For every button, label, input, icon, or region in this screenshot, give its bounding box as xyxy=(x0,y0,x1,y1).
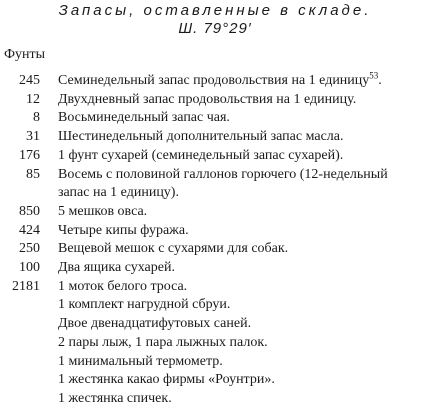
item-quantity: 424 xyxy=(19,222,40,238)
item-quantity: 2181 xyxy=(12,278,40,294)
list-item xyxy=(0,371,430,390)
item-description: Два ящика сухарей. xyxy=(58,260,175,276)
item-quantity: 245 xyxy=(19,73,40,88)
page-subtitle: Ш. 79°29′ xyxy=(178,20,252,37)
item-quantity: 250 xyxy=(19,241,40,257)
item-description: Двухдневный запас продовольствия на 1 единицу. xyxy=(58,91,357,107)
item-description: Четыре кипы фуража. xyxy=(58,222,189,238)
item-description: 5 мешков овса. xyxy=(58,203,148,219)
item-quantity xyxy=(0,371,40,390)
list-item xyxy=(0,259,430,278)
footnote-marker: 53 xyxy=(369,70,379,81)
item-quantity xyxy=(0,315,40,334)
item-quantity xyxy=(0,296,40,315)
item-quantity: 850 xyxy=(19,203,40,219)
list-item xyxy=(0,109,430,128)
item-quantity xyxy=(0,353,40,372)
item-description: 1 жестянка спичек. xyxy=(58,390,172,406)
item-quantity: 100 xyxy=(19,260,40,276)
item-description: 1 комплект нагрудной сбруи. xyxy=(58,297,231,313)
item-description: 1 моток белого троса. xyxy=(58,278,188,294)
list-item xyxy=(0,203,430,222)
list-item xyxy=(0,278,430,297)
unit-label: Фунты xyxy=(4,47,46,62)
list-item xyxy=(0,315,430,334)
item-quantity xyxy=(0,390,40,409)
list-item xyxy=(0,353,430,372)
item-quantity: 8 xyxy=(33,110,40,126)
item-text-tail: . xyxy=(378,73,382,88)
item-description xyxy=(58,72,420,91)
item-description: Двое двенадцатифутовых саней. xyxy=(58,316,252,332)
item-quantity: 31 xyxy=(26,129,40,145)
page-title: Запасы, оставленные в складе. xyxy=(58,2,372,19)
item-description: 1 жестянка какао фирмы «Роунтри». xyxy=(58,372,275,388)
list-item xyxy=(0,240,430,259)
list-item xyxy=(0,334,430,353)
item-description: 1 фунт сухарей (семинедельный запас сухарей). xyxy=(58,147,344,163)
item-text: Семинедельный запас продовольствия на 1 единицу xyxy=(58,73,370,88)
list-item xyxy=(0,128,430,147)
item-quantity: 85 xyxy=(26,166,40,182)
list-item xyxy=(0,390,430,409)
item-description: 2 пары лыж, 1 пара лыжных палок. xyxy=(58,334,268,350)
item-description: Шестинедельный дополнительный запас масла. xyxy=(58,129,344,145)
item-description: Восьминедельный запас чая. xyxy=(58,110,230,126)
supplies-list xyxy=(0,72,430,409)
item-description xyxy=(58,166,420,203)
item-description: 1 минимальный термометр. xyxy=(58,353,223,369)
list-item xyxy=(0,72,430,91)
list-item xyxy=(0,222,430,241)
item-text: Восемь с половиной галлонов горючего (12-недельный xyxy=(58,166,388,182)
item-quantity: 12 xyxy=(26,91,40,107)
item-text-continuation: запас на 1 единицу). xyxy=(58,185,179,201)
list-item xyxy=(0,166,430,203)
list-item xyxy=(0,296,430,315)
item-description: Вещевой мешок с сухарями для собак. xyxy=(58,241,289,257)
list-item xyxy=(0,147,430,166)
list-item xyxy=(0,91,430,110)
item-quantity: 176 xyxy=(19,147,40,163)
item-quantity xyxy=(0,334,40,353)
